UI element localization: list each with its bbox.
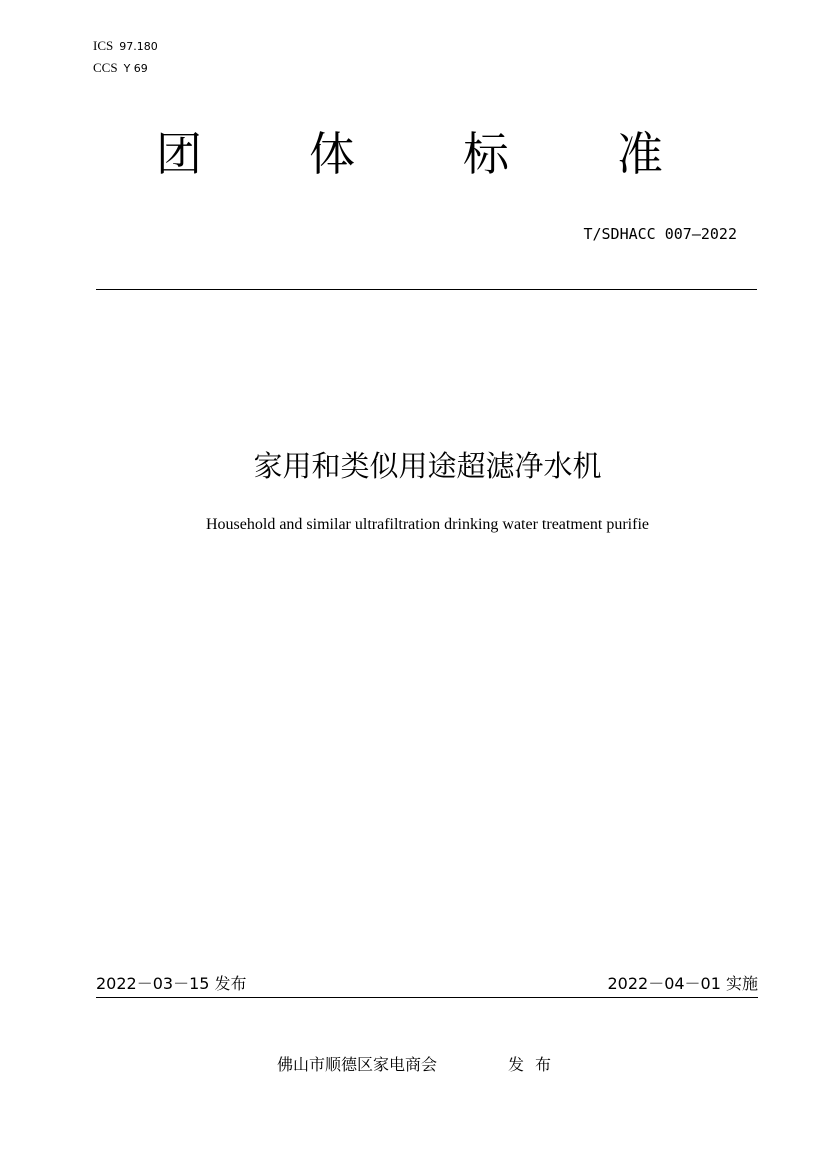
document-title-english: Household and similar ultrafiltration drinking water treatment purifie [206,516,649,533]
standard-type-heading [0,122,815,192]
standard-number: T/SDHACC 007—2022 [583,225,737,243]
publisher-name: 佛山市顺德区家电商会 [277,1055,438,1074]
standard-type-char: 团 [156,127,202,181]
publish-label: 发布 [508,1055,563,1074]
document-title-chinese: 家用和类似用途超滤净水机 [253,449,602,483]
ics-value: 97.180 [119,40,158,53]
ccs-label: CCS [93,60,118,75]
ccs-classification [93,60,148,77]
standard-type-char: 体 [309,127,355,181]
implementation-date: 2022－04－01 实施 [607,974,758,993]
ics-label: ICS [93,38,114,53]
standard-type-char: 准 [617,127,663,181]
ccs-value: Y 69 [123,62,148,75]
ics-classification [93,38,158,55]
header-divider [96,289,757,290]
issue-date: 2022－03－15 发布 [96,974,247,993]
footer-divider [96,997,758,998]
standard-type-char: 标 [463,127,509,181]
